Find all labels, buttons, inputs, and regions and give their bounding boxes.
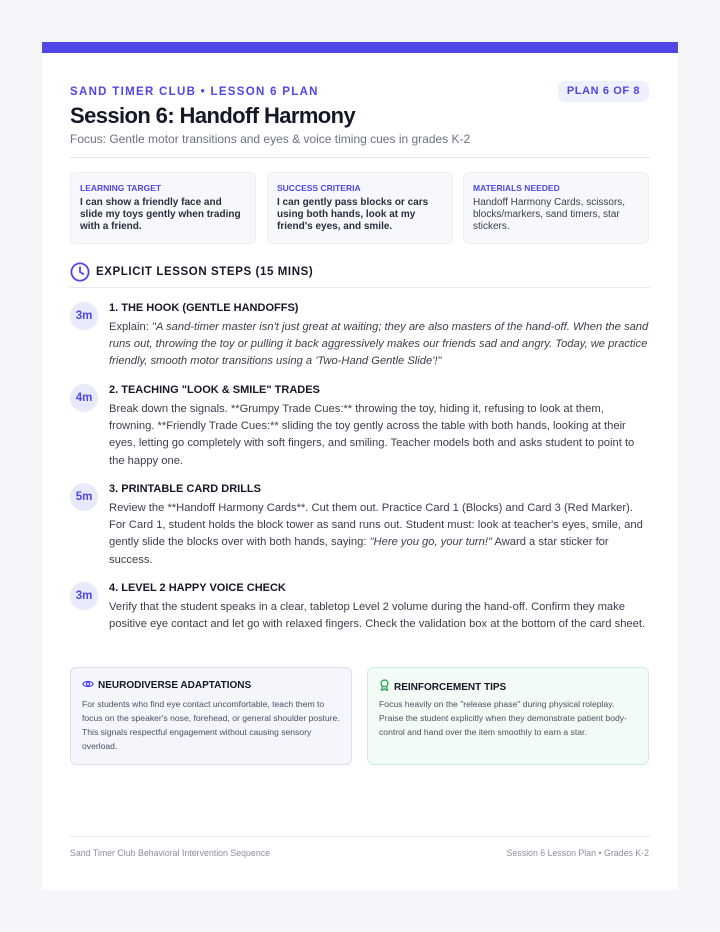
- step-body: Verify that the student speaks in a clear, tabletop Level 2 volume during the hand-off. Confirm they make positive eye contact and let go with relaxed fingers. Check the validation box at the bottom of the card sheet.: [109, 601, 646, 631]
- card-title: SUCCESS CRITERIA: [277, 183, 361, 193]
- reinforcement-tips-box: [367, 667, 649, 765]
- eye-icon: [82, 679, 94, 689]
- divider: [70, 836, 650, 837]
- page-title: Session 6: Handoff Harmony: [70, 103, 356, 128]
- clock-icon: [70, 262, 90, 282]
- success-criteria-card: [267, 172, 453, 244]
- footer-left: Sand Timer Club Behavioral Intervention Sequence: [70, 848, 271, 858]
- card-body: I can show a friendly face and slide my toys gently when trading with a friend.: [80, 197, 241, 232]
- time-badge: 5m: [70, 483, 98, 511]
- time-badge: 3m: [70, 582, 98, 610]
- step-title: 4. LEVEL 2 HAPPY VOICE CHECK: [109, 582, 286, 594]
- step-title: 3. PRINTABLE CARD DRILLS: [109, 483, 261, 495]
- materials-card: [463, 172, 649, 244]
- time-badge: 3m: [70, 302, 98, 330]
- box-header: [82, 679, 340, 693]
- step-quote: "A sand-timer master isn't just great at waiting; they are also masters of the hand-off. When the sand runs out, throwing the toy or pulling it back aggressively makes our friends sad and angry. Today, we practice friendly, smooth motor transitions using a 'Two-Hand Gentle Slide'!": [109, 321, 649, 368]
- step-quote: "Here you go, your turn!": [369, 536, 492, 549]
- box-body: Focus heavily on the "release phase" during physical roleplay. Praise the student explicitly when they demonstrate patient body-control and hand over the item smoothly to earn a star.: [379, 699, 627, 737]
- box-title: NEURODIVERSE ADAPTATIONS: [98, 680, 252, 691]
- card-title: LEARNING TARGET: [80, 183, 162, 193]
- step-text: Review the **Handoff Harmony Cards**. Cut them out. Practice Card 1 (Blocks) and Card 3 (Red Marker). For Card 1, student holds the block tower as sand runs out. Student must: look at teacher's eyes, smile, and gently slide the blocks over with both hands, saying:: [109, 502, 643, 549]
- step-title: 1. THE HOOK (GENTLE HANDOFFS): [109, 302, 299, 314]
- box-title: REINFORCEMENT TIPS: [394, 682, 507, 693]
- eyebrow-label: SAND TIMER CLUB • LESSON 6 PLAN: [70, 86, 319, 98]
- card-title: MATERIALS NEEDED: [473, 183, 560, 193]
- learning-target-card: [70, 172, 256, 244]
- focus-subtitle: Focus: Gentle motor transitions and eyes & voice timing cues in grades K-2: [70, 132, 471, 146]
- award-icon: [379, 679, 390, 691]
- accent-bar: [42, 42, 678, 53]
- step-title: 2. TEACHING "LOOK & SMILE" TRADES: [109, 384, 320, 396]
- divider: [70, 287, 650, 288]
- step-body: Break down the signals. **Grumpy Trade Cues:** throwing the toy, hiding it, refusing to look at them, frowning. **Friendly Trade Cues:** sliding the toy gently across the table with both hands, looking at their eyes, letting go completely with soft fingers, and smiling. Teacher models both and asks student to point to the happy one.: [109, 403, 635, 467]
- step-text: Award a star sticker for success.: [109, 536, 609, 566]
- divider: [70, 157, 650, 158]
- footer-right: Session 6 Lesson Plan • Grades K-2: [506, 848, 649, 858]
- lesson-plan-page: [42, 42, 678, 890]
- card-body: Handoff Harmony Cards, scissors, blocks/markers, sand timers, star stickers.: [473, 197, 626, 232]
- step-prefix: Explain:: [109, 321, 152, 333]
- card-body: I can gently pass blocks or cars using both hands, look at my friend's eyes, and smile.: [277, 197, 429, 232]
- step-body: [109, 319, 650, 371]
- box-body: For students who find eye contact uncomfortable, teach them to focus on the speaker's nose, forehead, or general shoulder posture. This signals respectful engagement without causing sensory overload.: [82, 699, 340, 751]
- steps-title: EXPLICIT LESSON STEPS (15 MINS): [96, 266, 314, 278]
- plan-badge: PLAN 6 OF 8: [558, 81, 649, 102]
- time-badge: 4m: [70, 384, 98, 412]
- neurodiverse-adaptations-box: [70, 667, 352, 765]
- box-header: [379, 679, 637, 693]
- step-body: [109, 500, 650, 569]
